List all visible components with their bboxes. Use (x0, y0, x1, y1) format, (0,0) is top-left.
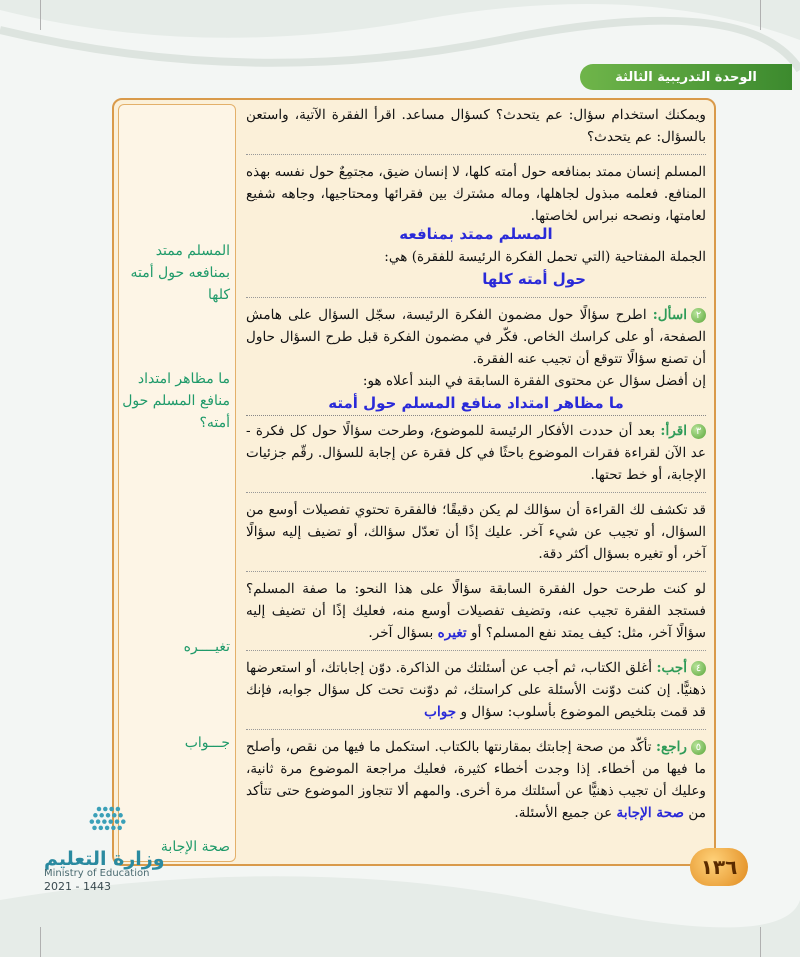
ministry-name-en: Ministry of Education (44, 868, 150, 879)
intro-paragraph: ويمكنك استخدام سؤال: عم يتحدث؟ كسؤال مساعد. اقرأ الفقرة الآتية، واستعن بالسؤال: عم يتحدث؟ (246, 107, 706, 145)
step-ask: ٢اسأل: اطرح سؤالًا حول مضمون الفكرة الرئيسة، سجّل السؤال على هامش الصفحة، أو على كراسك الخاص. فكّر في مضمون الفكرة قبل طرح السؤال حاول أن تصنع سؤالًا تتوقع أن تجيب عنه الفقرة. (246, 307, 706, 367)
margin-note-change: تغيــــره (183, 639, 230, 655)
crop-mark (40, 0, 41, 30)
crop-mark (760, 927, 761, 957)
crop-mark (40, 927, 41, 957)
divider (246, 571, 706, 572)
divider (246, 650, 706, 651)
step-number-badge: ٤ (691, 661, 706, 676)
step-number-badge: ٢ (691, 308, 706, 323)
margin-note-answer: جـــواب (184, 735, 230, 751)
page-number: ١٣٦ (690, 848, 748, 886)
step-ask-question: إن أفضل سؤال عن محتوى الفقرة السابقة في البند أعلاه هو: (362, 373, 706, 389)
step-read: ٣اقرأ: بعد أن حددت الأفكار الرئيسة للموضوع، وطرحت سؤالًا حول كل فكرة - عد الآن لقراءة فقرات الموضوع باحثًا في كل فقرة عن إجابة للسؤال. رقّم جزئيات الإجابة، أو خط تحتها. (246, 423, 706, 483)
sample-paragraph: المسلم إنسان ممتد بمنافعه حول أمته كلها، لا إنسان ضيق، مجتمِعٌ حول نفسه بهذه المنافع. فعلمه مبذول لجاهلها، وماله مشترك بين فقرائها ومحتاجيها، وجاهه شفيع لعامتها، ونصحه نبراس لخاصتها. (246, 164, 706, 224)
step-review: ٥راجع: تأكّد من صحة إجابتك بمقارنتها بالكتاب. استكمل ما فيها من نقص، وأصلح ما فيها من أخطاء. إذا وجدت أخطاء كثيرة، فعليك مراجعة الموضوع مرة ثانية، وعليك أن تجيب ذهنيًّا عن أسئلتك مرة أخرى. والمهم ألا تتجاوز الموضوع حتى تتأكد من صحة الإجابة عن جميع الأسئلة. (246, 739, 706, 821)
handwritten-question: ما مظاهر امتداد منافع المسلم حول أمته (246, 392, 706, 416)
crop-mark (760, 0, 761, 30)
margin-note-question: ما مظاهر امتداد منافع المسلم حول أمته؟ (122, 371, 230, 431)
divider (246, 154, 706, 155)
step-read-paragraph-3: لو كنت طرحت حول الفقرة السابقة سؤالًا على هذا النحو: ما صفة المسلم؟ فستجد الفقرة تجيب عنه، وتضيف تفصيلات أوسع منه، فعليك إذًا أن تضيف إليه سؤالًا آخر، مثل: كيف يمتد نفع المسلم؟ أو تغيره بسؤال آخر. (246, 581, 706, 641)
ministry-year: 2021 - 1443 (44, 880, 111, 893)
step-answer: ٤أجب: أغلق الكتاب، ثم أجب عن أسئلتك من الذاكرة. دوّن إجاباتك، أو استعرضها ذهنيًّا. إن كنت دوّنت الأسئلة على كراستك، ثم دوّنت تحت كل سؤال جوابه، فإنك قد قمت بتلخيص الموضوع بأسلوب: سؤال و جواب (246, 660, 706, 720)
divider (246, 729, 706, 730)
step-read-paragraph-2: قد تكشف لك القراءة أن سؤالك لم يكن دقيقًا؛ فالفقرة تحتوي تفصيلات أوسع من السؤال، أو تجيب عن شيء آخر. عليك إذًا أن تعدّل سؤالك، أو تضيف إليه سؤالًا آخر، أو تغيره بسؤال أكثر دقة. (246, 502, 706, 562)
ministry-logo-icon (40, 800, 140, 845)
ministry-name-ar: وزارة التعليم (44, 848, 165, 870)
unit-title-banner: الوحدة التدريبية الثالثة (580, 64, 792, 90)
handwritten-answer-2: حول أمته كلها (482, 270, 586, 288)
step-number-badge: ٣ (691, 424, 706, 439)
margin-note-main-idea: المسلم ممتد بمنافعه حول أمته كلها (130, 243, 230, 303)
handwritten-answer-1: المسلم ممتد بمنافعه (399, 225, 553, 243)
step-number-badge: ٥ (691, 740, 706, 755)
key-sentence-prompt: الجملة المفتاحية (التي تحمل الفكرة الرئيسة للفقرة) هي: (384, 249, 706, 265)
main-text (246, 104, 706, 824)
divider (246, 297, 706, 298)
divider (246, 492, 706, 493)
margin-note-correct-answer: صحة الإجابة (160, 839, 230, 855)
